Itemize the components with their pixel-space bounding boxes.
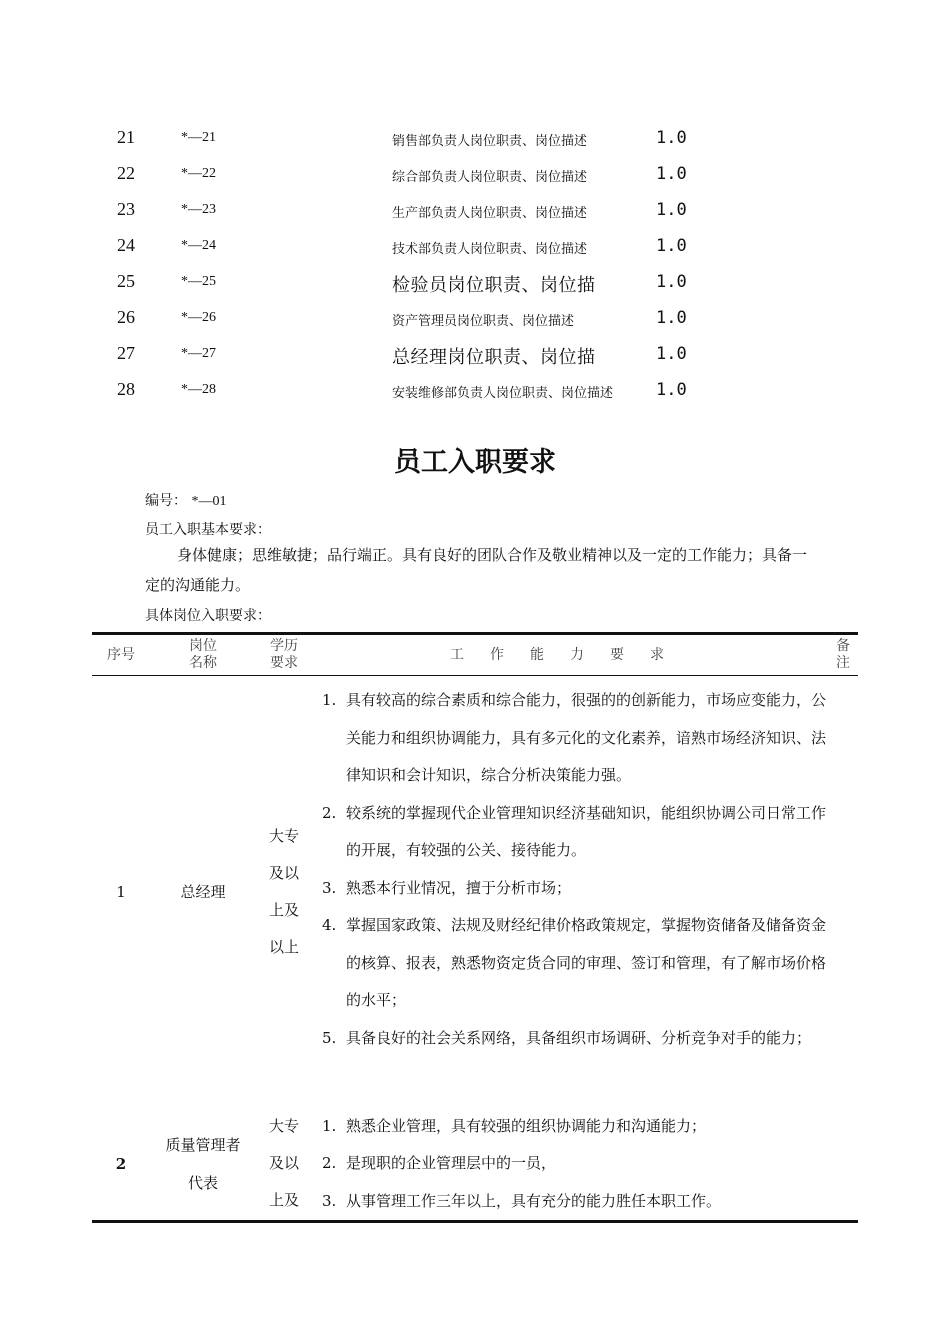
doc-number: 21 bbox=[117, 127, 135, 147]
header-requirements: 工作能力要求 bbox=[312, 634, 828, 676]
item-number: 5. bbox=[322, 1028, 337, 1047]
edu-line: 及以 bbox=[268, 863, 299, 882]
item-text: 从事管理工作三年以上，具有充分的能力胜任本职工作。 bbox=[346, 1191, 722, 1210]
requirement-item bbox=[312, 870, 828, 908]
header-education-line1: 学历 bbox=[270, 638, 298, 654]
doc-version: 1.0 bbox=[656, 380, 687, 400]
item-text: 熟悉本行业情况，擅于分析市场； bbox=[346, 878, 572, 897]
basic-requirements-text: 身体健康；思维敏捷；品行端正。具有良好的团队合作及敬业精神以及一定的工作能力；具备一定的沟通能力。 bbox=[145, 546, 808, 594]
item-text: 较系统的掌握现代企业管理知识经济基础知识，能组织协调公司日常工作的开展，有较强的公关、接待能力。 bbox=[346, 803, 827, 859]
item-number: 3. bbox=[322, 1191, 337, 1210]
doc-number: 27 bbox=[117, 343, 135, 363]
edu-line: 及以 bbox=[268, 1154, 299, 1173]
header-note-line1: 备 bbox=[836, 638, 850, 654]
row-requirements bbox=[312, 676, 828, 1108]
specific-requirements-heading: 具体岗位入职要求： bbox=[145, 608, 271, 624]
item-text: 掌握国家政策、法规及财经纪律价格政策规定，掌握物资储备及储备资金的核算、报表，熟悉物资定货合同的审理、签订和管理，有了解市场价格的水平； bbox=[346, 916, 827, 1009]
row-education bbox=[256, 676, 312, 1108]
edu-line: 大专 bbox=[268, 826, 299, 845]
header-position-line2: 名称 bbox=[189, 655, 217, 671]
edu-line: 上及 bbox=[268, 900, 299, 919]
position-line: 质量管理者 bbox=[165, 1135, 241, 1154]
doc-version: 1.0 bbox=[656, 200, 687, 220]
doc-title: 综合部负责人岗位职责、岗位描述 bbox=[392, 170, 588, 185]
doc-version: 1.0 bbox=[656, 308, 687, 328]
requirement-item bbox=[312, 1020, 828, 1058]
header-position bbox=[150, 634, 256, 676]
doc-version: 1.0 bbox=[656, 164, 687, 184]
code-label: 编号： bbox=[145, 493, 187, 509]
item-number: 2. bbox=[322, 803, 337, 822]
document-row bbox=[0, 271, 950, 307]
header-education-line2: 要求 bbox=[270, 655, 298, 671]
doc-title: 销售部负责人岗位职责、岗位描述 bbox=[392, 134, 588, 149]
header-note bbox=[828, 634, 858, 676]
document-row bbox=[0, 235, 950, 271]
doc-code: *—25 bbox=[181, 274, 216, 289]
document-row bbox=[0, 163, 950, 199]
section-title: 员工入职要求 bbox=[394, 447, 556, 478]
doc-title: 资产管理员岗位职责、岗位描述 bbox=[392, 314, 575, 329]
document-row bbox=[0, 199, 950, 235]
item-number: 1. bbox=[322, 1116, 337, 1135]
doc-code: *—22 bbox=[181, 166, 216, 181]
row-requirements bbox=[312, 1108, 828, 1222]
doc-number: 24 bbox=[117, 235, 135, 255]
requirement-item bbox=[312, 795, 828, 870]
doc-code: *—24 bbox=[181, 238, 216, 253]
document-row bbox=[0, 343, 950, 379]
document-code-line bbox=[145, 490, 226, 510]
table-header-row bbox=[92, 634, 858, 676]
doc-title: 检验员岗位职责、岗位描 bbox=[392, 275, 596, 296]
header-education bbox=[256, 634, 312, 676]
header-position-line1: 岗位 bbox=[189, 638, 217, 654]
item-text: 具备良好的社会关系网络，具备组织市场调研、分析竞争对手的能力； bbox=[346, 1028, 812, 1047]
table-row bbox=[92, 676, 858, 1108]
requirements-table bbox=[92, 632, 858, 1223]
item-number: 2. bbox=[322, 1154, 337, 1172]
doc-title: 安装维修部负责人岗位职责、岗位描述 bbox=[392, 386, 614, 401]
doc-title: 总经理岗位职责、岗位描 bbox=[392, 347, 596, 368]
row-note bbox=[828, 1108, 858, 1222]
document-row bbox=[0, 127, 950, 163]
requirement-item bbox=[312, 1145, 828, 1183]
header-note-line2: 注 bbox=[836, 655, 850, 671]
requirement-item bbox=[312, 907, 828, 1020]
doc-number: 28 bbox=[117, 379, 135, 399]
doc-number: 25 bbox=[117, 271, 135, 291]
row-position: 总经理 bbox=[180, 883, 226, 902]
doc-code: *—21 bbox=[181, 130, 216, 145]
item-number: 1. bbox=[322, 691, 337, 709]
row-education bbox=[256, 1108, 312, 1222]
item-text: 是现职的企业管理层中的一员， bbox=[346, 1154, 557, 1172]
doc-number: 23 bbox=[117, 199, 135, 219]
item-text: 熟悉企业管理，具有较强的组织协调能力和沟通能力； bbox=[346, 1116, 707, 1135]
document-row bbox=[0, 307, 950, 343]
requirement-item bbox=[312, 1183, 828, 1221]
doc-version: 1.0 bbox=[656, 236, 687, 256]
edu-line: 大专 bbox=[268, 1117, 299, 1136]
edu-line: 以上 bbox=[268, 937, 299, 956]
item-text: 具有较高的综合素质和综合能力，很强的的创新能力，市场应变能力，公关能力和组织协调能力，具有多元化的文化素养，谙熟市场经济知识、法律知识和会计知识，综合分析决策能力强。 bbox=[346, 691, 827, 784]
doc-title: 生产部负责人岗位职责、岗位描述 bbox=[392, 206, 588, 221]
table-row bbox=[92, 1108, 858, 1222]
doc-code: *—26 bbox=[181, 310, 216, 325]
row-seq: 1 bbox=[116, 882, 126, 901]
doc-version: 1.0 bbox=[656, 128, 687, 148]
doc-version: 1.0 bbox=[656, 344, 687, 364]
row-note bbox=[828, 676, 858, 1108]
requirement-item bbox=[312, 682, 828, 795]
position-line: 代表 bbox=[187, 1173, 218, 1192]
basic-requirements-heading: 员工入职基本要求： bbox=[145, 522, 271, 538]
doc-title: 技术部负责人岗位职责、岗位描述 bbox=[392, 242, 588, 257]
doc-code: *—28 bbox=[181, 382, 216, 397]
code-value: *—01 bbox=[191, 494, 227, 509]
doc-version: 1.0 bbox=[656, 272, 687, 292]
header-seq: 序号 bbox=[92, 634, 150, 676]
row-position bbox=[150, 1108, 256, 1222]
doc-code: *—23 bbox=[181, 202, 216, 217]
doc-number: 22 bbox=[117, 163, 135, 183]
item-number: 3. bbox=[322, 878, 337, 897]
doc-code: *—27 bbox=[181, 346, 216, 361]
edu-line: 上及 bbox=[268, 1191, 299, 1210]
document-row bbox=[0, 379, 950, 415]
requirement-item bbox=[312, 1108, 828, 1146]
doc-number: 26 bbox=[117, 307, 135, 327]
item-number: 4. bbox=[322, 916, 337, 934]
row-seq: 2 bbox=[115, 1154, 127, 1173]
